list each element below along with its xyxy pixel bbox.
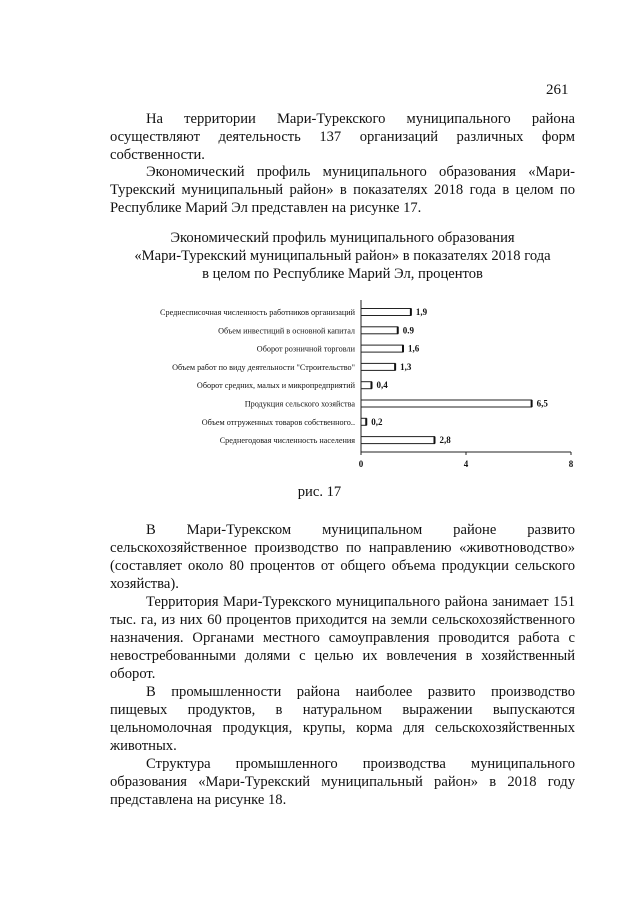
category-label: Объем отгруженных товаров собственного..: [201, 417, 355, 427]
value-label: 6,5: [536, 398, 548, 409]
chart-title-line-2: «Мари-Турекский муниципальный район» в показателях 2018 года: [134, 248, 551, 264]
category-label: Среднесписочная численность работников организаций: [160, 308, 355, 317]
paragraph-4: Территория Мари-Турекского муниципального района занимает 151 тыс. га, из них 60 процентов приходится на земли сельскохозяйственного назначения. Органами местного самоуправления проводится работа с невостребованными долями с целью их вовлечения в хозяйственный оборот.: [110, 594, 575, 682]
x-tick-label: 8: [568, 459, 574, 469]
bar: [361, 437, 435, 444]
figure-caption: рис. 17: [297, 484, 342, 500]
page-number: 261: [546, 82, 569, 98]
x-tick-label: 0: [358, 459, 364, 469]
value-label: 0.9: [402, 325, 414, 336]
bar: [361, 327, 398, 334]
value-label: 0,2: [371, 416, 383, 427]
bar: [361, 363, 395, 370]
paragraph-1: На территории Мари-Турекского муниципального района осуществляют деятельность 137 организаций различных форм собственности.: [110, 111, 575, 163]
chart-title-line-1: Экономический профиль муниципального образования: [170, 230, 515, 246]
chart-title-line-3: в целом по Республике Марий Эл, процентов: [202, 266, 483, 282]
category-label: Продукция сельского хозяйства: [244, 399, 355, 409]
category-label: Объем работ по виду деятельности "Строительство": [172, 362, 355, 372]
paragraph-6: Структура промышленного производства муниципального образования «Мари-Турекский муниципальный район» в 2018 году представлена на рисунке 18.: [110, 756, 575, 808]
category-label: Оборот розничной торговли: [256, 344, 355, 354]
category-label: Оборот средних, малых и микропредприятий: [196, 381, 355, 391]
bar: [361, 400, 532, 407]
value-label: 2,8: [439, 435, 451, 446]
value-label: 1,9: [415, 307, 428, 317]
value-label: 0,4: [376, 380, 388, 391]
category-label: Среднегодовая численность населения: [219, 436, 355, 446]
bar: [361, 382, 372, 389]
category-label: Объем инвестиций в основной капитал: [218, 326, 355, 336]
value-label: 1,6: [408, 343, 420, 354]
value-label: 1,3: [400, 361, 412, 372]
x-tick-label: 4: [463, 459, 469, 469]
bar: [361, 345, 403, 352]
paragraph-5: В промышленности района наиболее развито производство пищевых продуктов, в натуральном выражении выпускаются цельномолочная продукция, крупы, корма для сельскохозяйственных животных.: [110, 684, 575, 754]
paragraph-3: В Мари-Турекском муниципальном районе развито сельскохозяйственное производство по направлению «животноводство» (составляет около 80 процентов от общего объема продукции сельского хозяйства).: [110, 522, 575, 592]
bar: [361, 309, 411, 316]
paragraph-2: Экономический профиль муниципального образования «Мари-Турекский муниципальный район» в показателях 2018 года в целом по Республике Марий Эл представлен на рисунке 17.: [110, 164, 575, 216]
